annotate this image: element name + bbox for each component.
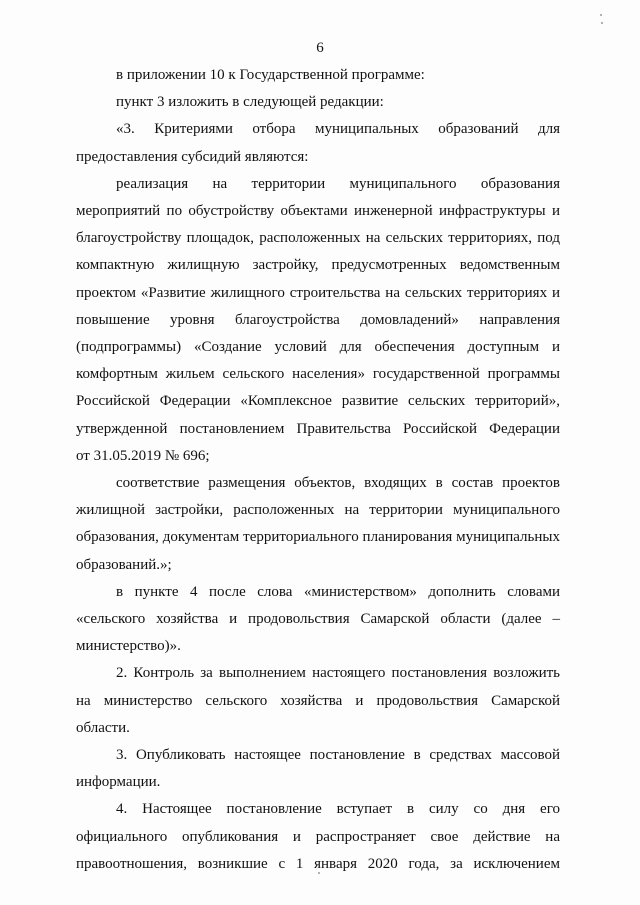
- paragraph-line: жилищной застройки, расположенных на территории муниципального: [76, 502, 560, 519]
- paragraph-line: на министерство сельского хозяйства и продовольствия Самарской: [76, 692, 560, 709]
- paragraph-line: компактную жилищную застройку, предусмотренных ведомственным: [76, 257, 560, 274]
- paragraph-line: благоустройству площадок, расположенных на сельских территориях, под: [76, 230, 560, 247]
- paragraph-line: 3. Опубликовать настоящее постановление в средствах массовой: [116, 747, 560, 764]
- paragraph-line: «3. Критериями отбора муниципальных образований для: [116, 121, 560, 138]
- paragraph-line: от 31.05.2019 № 696;: [76, 447, 210, 464]
- scan-speck: [600, 14, 602, 16]
- paragraph-line: в пункте 4 после слова «министерством» дополнить словами: [116, 583, 560, 600]
- paragraph: [76, 660, 560, 742]
- paragraph-line: соответствие размещения объектов, входящих в состав проектов: [116, 475, 560, 492]
- paragraph-line: правоотношения, возникшие с 1 января 2020 года, за исключением: [76, 855, 560, 872]
- paragraph: [76, 742, 560, 796]
- paragraph-line: утвержденной постановлением Правительства Российской Федерации: [76, 420, 560, 437]
- paragraph-line: образований.»;: [76, 556, 172, 573]
- paragraph-line: 4. Настоящее постановление вступает в силу со дня его: [116, 801, 560, 818]
- paragraph-line: 2. Контроль за выполнением настоящего постановления возложить: [116, 665, 560, 682]
- paragraph-line: (подпрограммы) «Создание условий для обеспечения доступным и: [76, 339, 560, 356]
- paragraph: [76, 171, 560, 470]
- paragraph-line: пункт 3 изложить в следующей редакции:: [116, 94, 384, 111]
- scan-speck: [318, 872, 320, 874]
- paragraph: [76, 62, 560, 89]
- paragraph-line: области.: [76, 719, 130, 736]
- paragraph-line: официального опубликования и распространяет свое действие на: [76, 828, 560, 845]
- paragraph: [76, 579, 560, 661]
- paragraph-line: проектом «Развитие жилищного строительства на сельских территориях и: [76, 284, 560, 301]
- paragraph-line: повышение уровня благоустройства домовладений» направления: [76, 311, 560, 328]
- paragraph-line: «сельского хозяйства и продовольствия Самарской области (далее –: [76, 611, 560, 628]
- paragraph-line: комфортным жильем сельского населения» государственной программы: [76, 366, 560, 383]
- paragraph: [76, 89, 560, 116]
- paragraph-line: информации.: [76, 774, 161, 791]
- page-number: 6: [316, 40, 324, 56]
- paragraph-line: образования, документам территориального планирования муниципальных: [76, 529, 560, 546]
- paragraph-line: предоставления субсидий являются:: [76, 148, 309, 165]
- scan-speck: [601, 22, 603, 24]
- paragraph: [76, 116, 560, 170]
- paragraph-line: министерство)».: [76, 638, 181, 655]
- paragraph-line: Российской Федерации «Комплексное развитие сельских территорий»,: [76, 393, 560, 410]
- paragraph-line: в приложении 10 к Государственной программе:: [116, 67, 425, 83]
- document-body: [76, 62, 560, 878]
- paragraph: [76, 796, 560, 878]
- paragraph-line: мероприятий по обустройству объектами инженерной инфраструктуры и: [76, 203, 560, 220]
- paragraph: [76, 470, 560, 579]
- paragraph-line: реализация на территории муниципального образования: [116, 175, 560, 192]
